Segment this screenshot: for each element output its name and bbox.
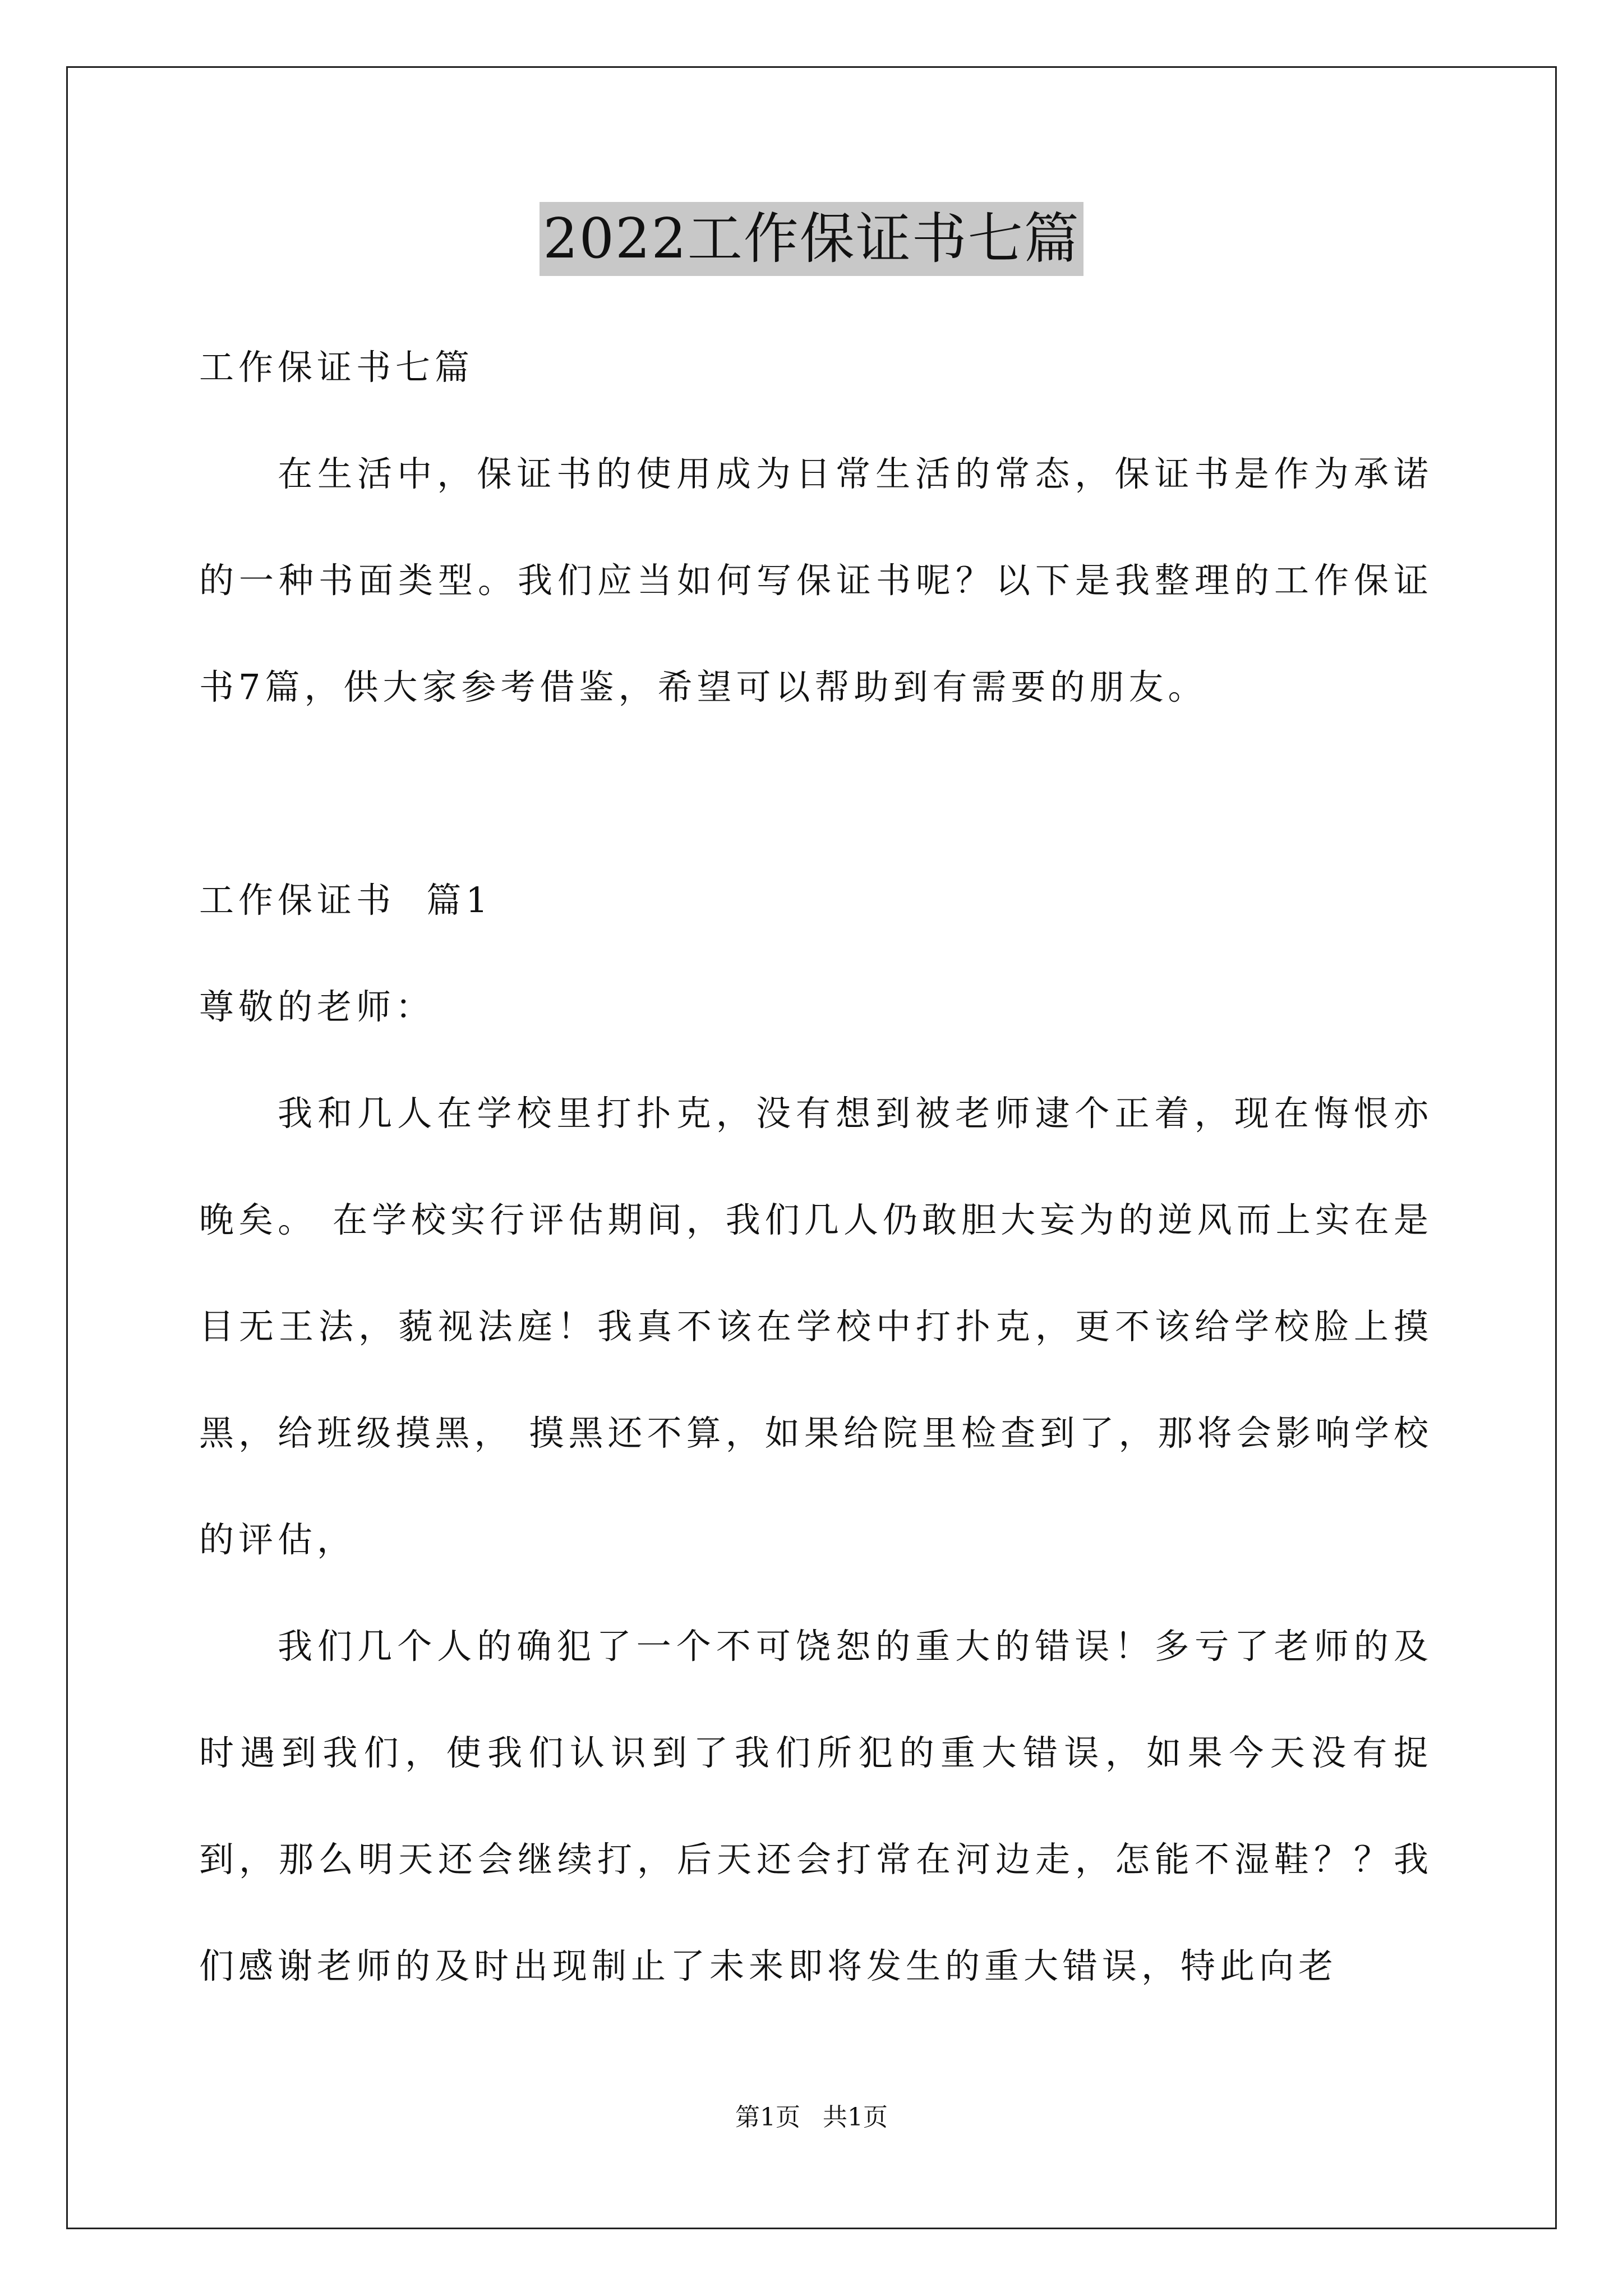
page-number: 第1页 — [735, 2103, 800, 2132]
body-paragraph-1: 我和几人在学校里打扑克，没有想到被老师逮个正着，现在悔恨亦晚矣。 在学校实行评估期间，我们几人仍敢胆大妄为的逆风而上实在是目无王法，藐视法庭！我真不该在学校中打扑克，更不该给学校脸上摸黑，给班级摸黑， 摸黑还不算，如果给院里检查到了，那将会影响学校的评估， — [199, 1093, 1433, 1560]
page-footer — [0, 2101, 1623, 2134]
body-paragraph-2: 我们几个人的确犯了一个不可饶恕的重大的错误！多亏了老师的及时遇到我们，使我们认识到了我们所犯的重大错误，如果今天没有捉到，那么明天还会继续打，后天还会打常在河边走，怎能不湿鞋？？我们感谢老师的及时出现制止了未来即将发生的重大错误，特此向老 — [199, 1626, 1433, 1986]
total-pages: 共1页 — [823, 2103, 888, 2132]
intro-paragraph: 在生活中，保证书的使用成为日常生活的常态，保证书是作为承诺的一种书面类型。我们应当如何写保证书呢？以下是我整理的工作保证书7篇，供大家参考借鉴，希望可以帮助到有需要的朋友。 — [199, 453, 1433, 707]
section-heading: 工作保证书 篇1 — [199, 880, 492, 921]
title-container — [0, 202, 1623, 276]
section-spacer — [199, 740, 1433, 847]
document-body — [199, 314, 1433, 2019]
document-title: 2022工作保证书七篇 — [540, 202, 1083, 276]
document-subtitle: 工作保证书七篇 — [199, 347, 474, 388]
salutation: 尊敬的老师： — [199, 986, 435, 1027]
